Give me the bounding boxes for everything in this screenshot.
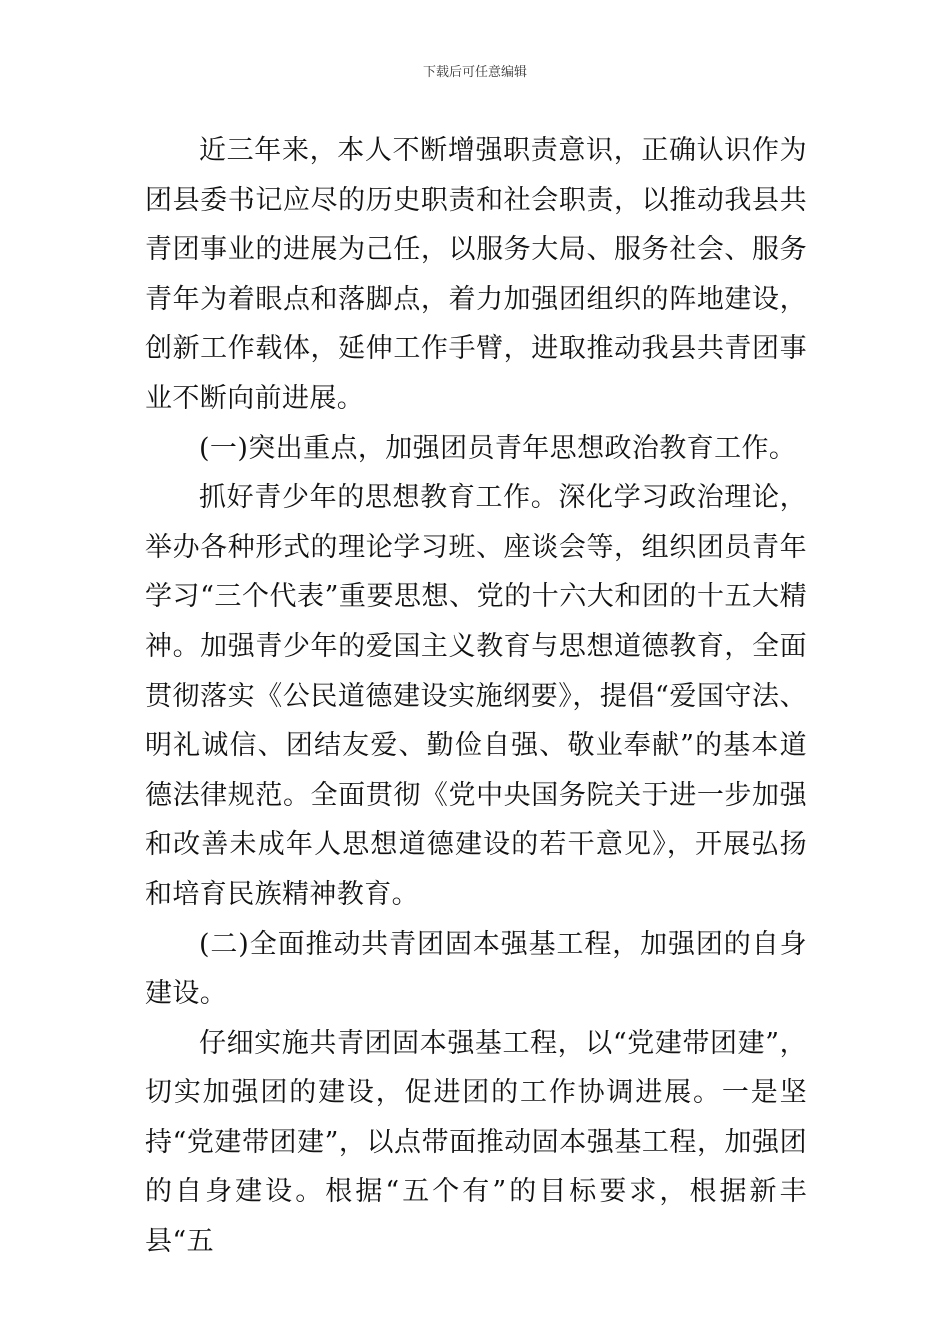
section-heading-2: (二)全面推动共青团固本强基工程，加强团的自身建设。 [145,928,807,1010]
document-body [145,126,807,1267]
page-header: 下载后可任意编辑 [422,65,527,80]
section-heading-1: (一)突出重点，加强团员青年思想政治教育工作。 [199,432,797,464]
paragraph-foundation-project: 仔细实施共青团固本强基工程，以“党建带团建”，切实加强团的建设，促进团的工作协调进展。一是坚持“党建带团建”，以点带面推动固本强基工程，加强团的自身建设。根据“五个有”的目标要求，根据新丰县“五 [145,1027,807,1258]
paragraph-intro: 近三年来，本人不断增强职责意识，正确认识作为团县委书记应尽的历史职责和社会职责，以推动我县共青团事业的进展为己任，以服务大局、服务社会、服务青年为着眼点和落脚点，着力加强团组织的阵地建设，创新工作载体，延伸工作手臂，进取推动我县共青团事业不断向前进展。 [145,135,807,414]
paragraph-ideological-education: 抓好青少年的思想教育工作。深化学习政治理论，举办各种形式的理论学习班、座谈会等，组织团员青年学习“三个代表”重要思想、党的十六大和团的十五大精神。加强青少年的爱国主义教育与思想道德教育，全面贯彻落实《公民道德建设实施纲要》，提倡“爱国守法、明礼诚信、团结友爱、勤俭自强、敬业奉献”的基本道德法律规范。全面贯彻《党中央国务院关于进一步加强和改善未成年人思想道德建设的若干意见》，开展弘扬和培育民族精神教育。 [145,482,807,910]
